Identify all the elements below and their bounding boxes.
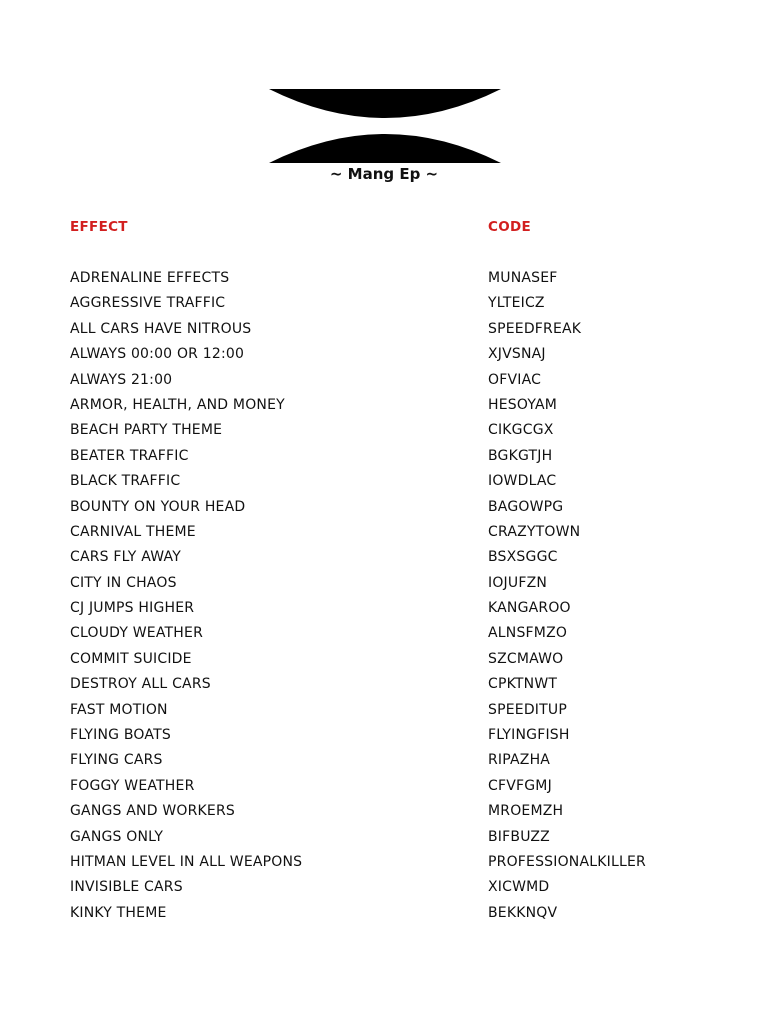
code-cell: CIKGCGX: [488, 422, 554, 439]
table-row: [0, 571, 768, 596]
effect-cell: ADRENALINE EFFECTS: [70, 270, 230, 286]
effect-cell: CITY IN CHAOS: [70, 574, 177, 591]
effect-cell: DESTROY ALL CARS: [70, 676, 211, 693]
table-row: [0, 368, 768, 393]
table-row: [0, 495, 768, 520]
effect-cell: BEACH PARTY THEME: [70, 422, 223, 439]
code-cell: XJVSNAJ: [488, 346, 546, 363]
table-row: [0, 774, 768, 799]
document-subtitle: ~ Mang Ep ~: [329, 165, 439, 183]
code-cell: CFVFGMJ: [488, 777, 552, 794]
effect-cell: BLACK TRAFFIC: [70, 473, 181, 490]
table-row: [0, 748, 768, 773]
effect-cell: AGGRESSIVE TRAFFIC: [70, 295, 226, 312]
code-cell: RIPAZHA: [488, 752, 551, 769]
table-row: [0, 393, 768, 418]
code-cell: OFVIAC: [488, 371, 542, 388]
effect-cell: FOGGY WEATHER: [70, 777, 195, 794]
table-row: [0, 418, 768, 443]
table-row: [0, 647, 768, 672]
code-cell: SPEEDFREAK: [488, 320, 582, 337]
effect-cell: CARNIVAL THEME: [70, 523, 196, 540]
code-cell: MUNASEF: [488, 270, 558, 286]
table-row: [0, 545, 768, 570]
code-cell: CPKTNWT: [488, 676, 558, 693]
table-row: [0, 291, 768, 316]
code-cell: IOJUFZN: [488, 574, 548, 591]
table-row: [0, 901, 768, 926]
table-row: [0, 850, 768, 875]
effect-cell: GANGS ONLY: [70, 828, 164, 845]
cheat-code-list: [0, 266, 768, 926]
table-row: [0, 723, 768, 748]
code-cell: HESOYAM: [488, 396, 558, 413]
effect-cell: COMMIT SUICIDE: [70, 650, 192, 667]
table-row: [0, 520, 768, 545]
effect-cell: BOUNTY ON YOUR HEAD: [70, 498, 246, 515]
table-row: [0, 596, 768, 621]
table-row: [0, 698, 768, 723]
code-cell: IOWDLAC: [488, 473, 557, 490]
effect-cell: INVISIBLE CARS: [70, 879, 183, 896]
code-cell: MROEMZH: [488, 803, 564, 820]
effect-cell: ARMOR, HEALTH, AND MONEY: [70, 396, 285, 413]
code-cell: BIFBUZZ: [488, 828, 550, 845]
black-arcs-logo-graphic: [269, 89, 501, 165]
table-row: [0, 469, 768, 494]
table-row: [0, 799, 768, 824]
code-cell: ALNSFMZO: [488, 625, 568, 642]
table-row: [0, 672, 768, 697]
code-cell: XICWMD: [488, 879, 550, 896]
code-cell: BGKGTJH: [488, 447, 553, 464]
effect-cell: KINKY THEME: [70, 904, 167, 921]
table-row: [0, 266, 768, 291]
table-row: [0, 621, 768, 646]
table-row: [0, 875, 768, 900]
effect-cell: CLOUDY WEATHER: [70, 625, 203, 642]
code-cell: BSXSGGC: [488, 549, 558, 566]
table-row: [0, 444, 768, 469]
effect-cell: CJ JUMPS HIGHER: [70, 600, 195, 617]
effect-cell: ALWAYS 00:00 OR 12:00: [70, 346, 245, 363]
code-cell: CRAZYTOWN: [488, 523, 581, 540]
code-cell: BAGOWPG: [488, 498, 564, 515]
effect-cell: GANGS AND WORKERS: [70, 803, 235, 820]
effect-cell: CARS FLY AWAY: [70, 549, 181, 566]
table-row: [0, 317, 768, 342]
code-cell: SZCMAWO: [488, 650, 564, 667]
effect-cell: ALL CARS HAVE NITROUS: [70, 320, 252, 337]
code-cell: SPEEDITUP: [488, 701, 567, 718]
effect-cell: BEATER TRAFFIC: [70, 447, 189, 464]
code-cell: PROFESSIONALKILLER: [488, 853, 646, 870]
effect-cell: FAST MOTION: [70, 701, 168, 718]
code-cell: FLYINGFISH: [488, 727, 570, 744]
effect-cell: FLYING CARS: [70, 752, 163, 769]
effect-column-header: EFFECT: [70, 219, 128, 235]
black-arcs-logo: [269, 89, 501, 165]
effect-cell: HITMAN LEVEL IN ALL WEAPONS: [70, 853, 303, 870]
code-cell: BEKKNQV: [488, 904, 558, 921]
code-cell: KANGAROO: [488, 600, 571, 617]
effect-cell: FLYING BOATS: [70, 727, 171, 744]
table-row: [0, 342, 768, 367]
effect-cell: ALWAYS 21:00: [70, 371, 173, 388]
table-row: [0, 825, 768, 850]
code-column-header: CODE: [488, 219, 532, 235]
code-cell: YLTEICZ: [488, 295, 545, 312]
